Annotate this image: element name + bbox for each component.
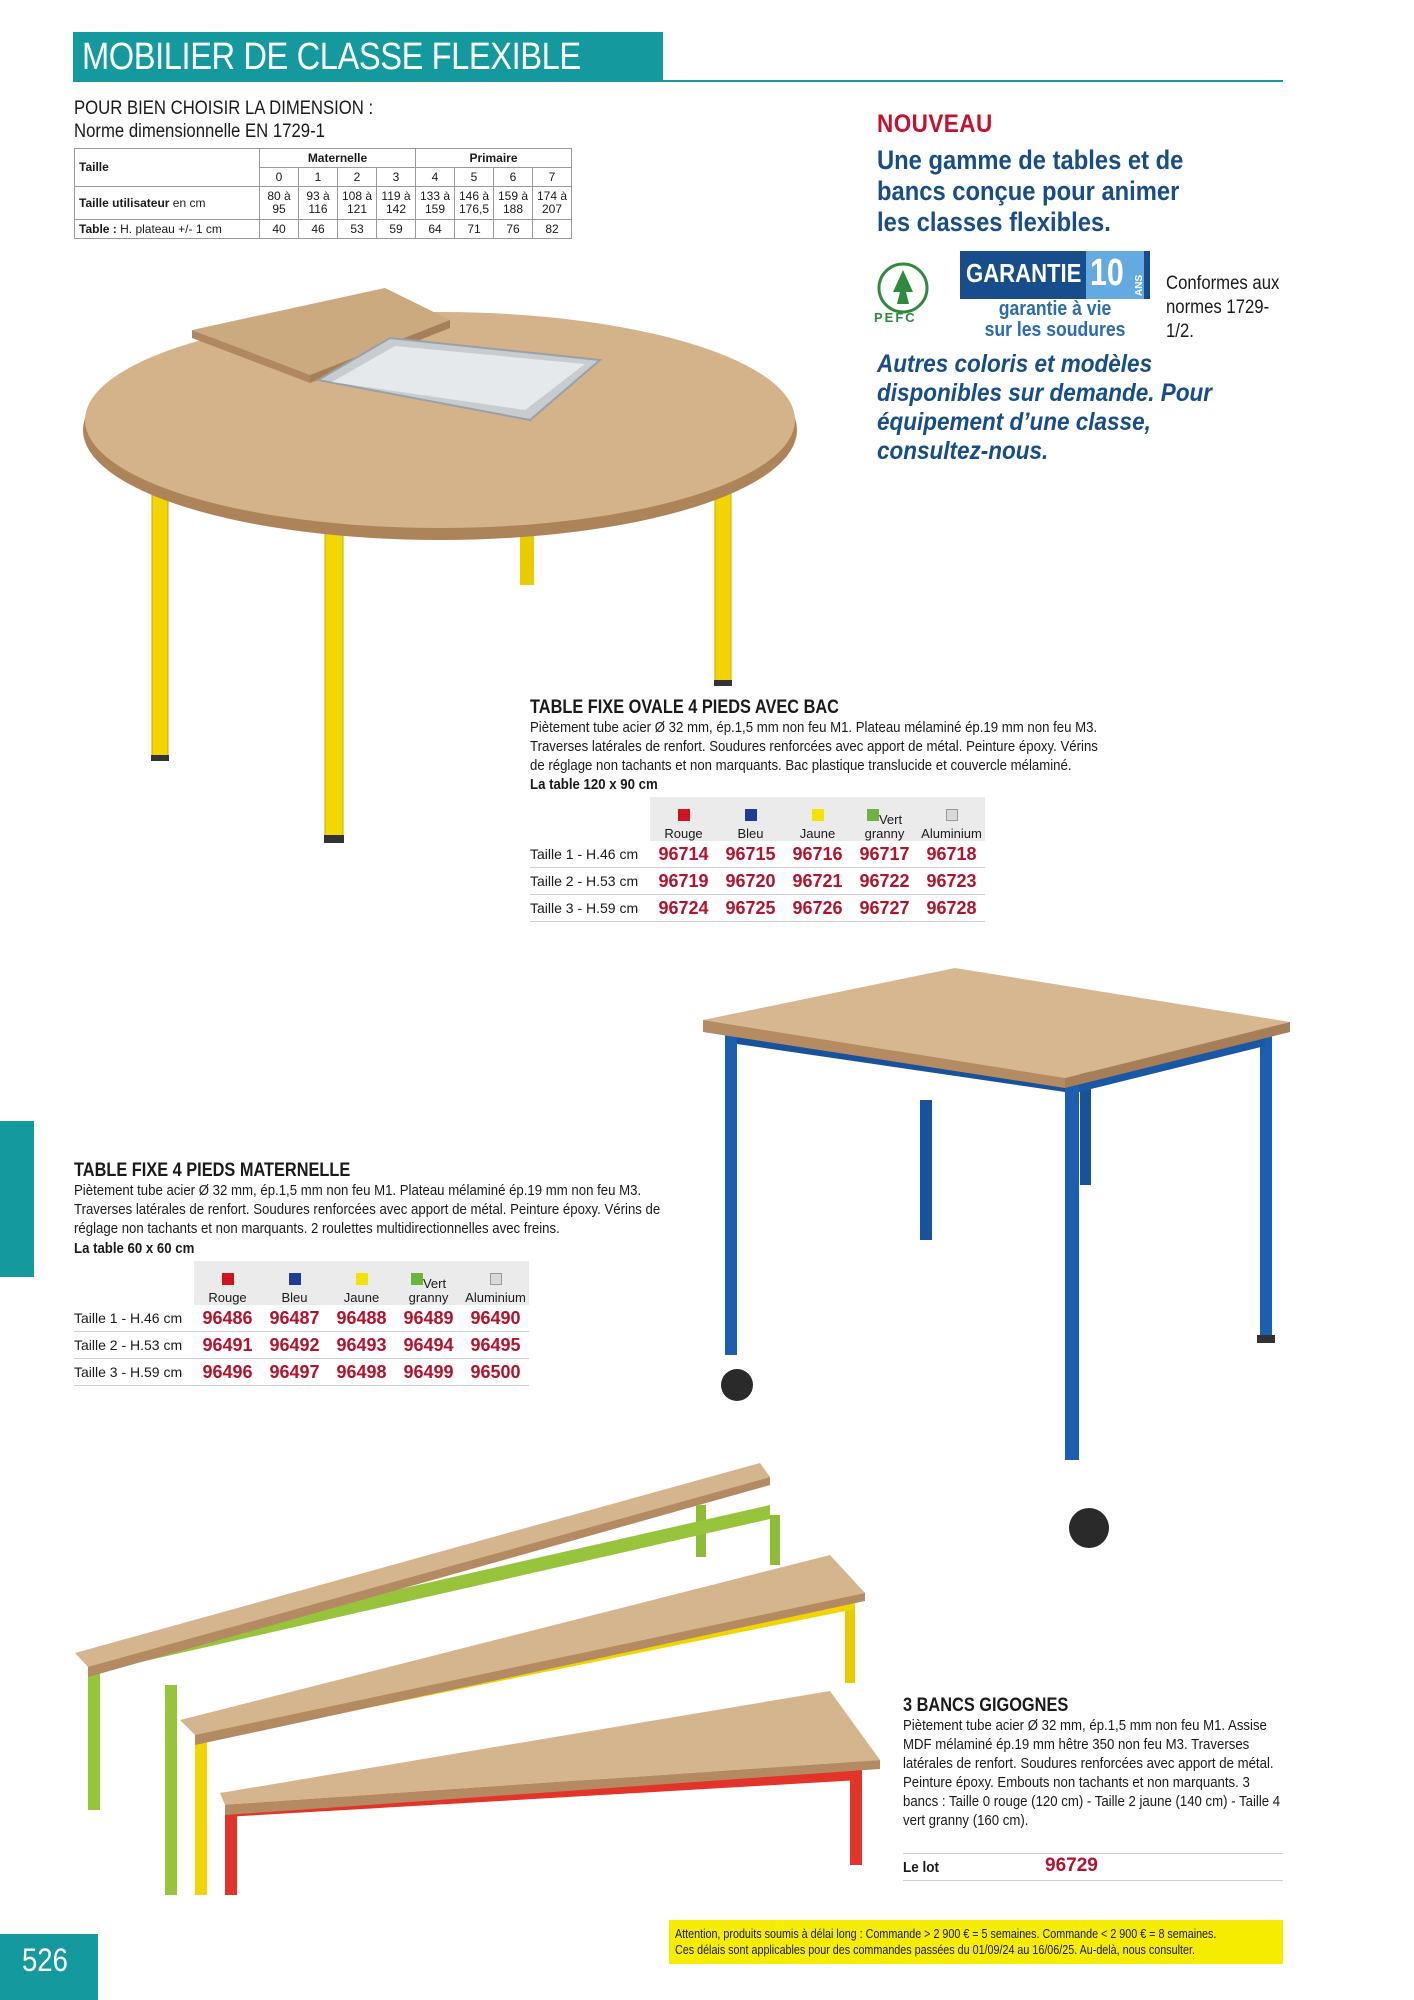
swatch-rouge bbox=[678, 809, 690, 821]
swatch-rouge bbox=[222, 1273, 234, 1285]
product1-subtitle: La table 120 x 90 cm bbox=[530, 776, 658, 793]
height-cell: 53 bbox=[338, 220, 377, 239]
swatch-vert bbox=[867, 809, 879, 821]
table-row bbox=[74, 1305, 529, 1332]
height-cell: 40 bbox=[260, 220, 299, 239]
height-cell: 59 bbox=[377, 220, 416, 239]
product-code: 96723 bbox=[918, 868, 985, 895]
size-label: Taille bbox=[75, 149, 260, 187]
lot-top-line bbox=[903, 1853, 1283, 1854]
color-header-vert bbox=[851, 797, 918, 841]
lot-label: Le lot bbox=[903, 1859, 939, 1876]
size-cell: 6 bbox=[494, 168, 533, 187]
product1-description: Piètement tube acier Ø 32 mm, ép.1,5 mm non feu M1. Plateau mélaminé ép.19 mm non feu M3. Traverses latérales de renfort. Soudures renforcées avec apport de métal. Peinture époxy. Vérins de réglage non tachants et non marquants. Bac plastique translucide et couvercle mélaminé. bbox=[530, 719, 1098, 774]
user-range-cell bbox=[299, 187, 338, 220]
color-label: Jaune bbox=[799, 826, 836, 841]
product-code: 96489 bbox=[395, 1305, 462, 1332]
user-range-cell bbox=[260, 187, 299, 220]
table-height-bold: Table : bbox=[79, 221, 117, 236]
lot-bottom-line bbox=[903, 1880, 1283, 1881]
oval-table-image bbox=[70, 280, 820, 870]
guarantee-line-1: garantie à vie bbox=[998, 298, 1112, 320]
other-options-note: Autres coloris et modèles disponibles sur demande. Pour équipement d’une classe, consultez-nous. bbox=[877, 350, 1213, 465]
product-code: 96486 bbox=[194, 1305, 261, 1332]
nouveau-label: NOUVEAU bbox=[877, 110, 993, 138]
product-code: 96716 bbox=[784, 841, 851, 868]
size-cell: 2 bbox=[338, 168, 377, 187]
product-code: 96495 bbox=[462, 1332, 529, 1359]
header-spacer bbox=[530, 797, 650, 841]
product-code: 96496 bbox=[194, 1359, 261, 1386]
product-code: 96727 bbox=[851, 895, 918, 922]
swatch-jaune bbox=[812, 809, 824, 821]
product3-description: Piètement tube acier Ø 32 mm, ép.1,5 mm non feu M1. Assise MDF mélaminé ép.19 mm hêtre 350 non feu M3. Traverses latérales de renfort. Soudures renforcées avec apport de métal. Peinture époxy. Embouts non tachants et non marquants. 3 bancs : Taille 0 rouge (120 cm) - Taille 2 jaune (140 cm) - Taille 4 vert granny (160 cm). bbox=[903, 1717, 1281, 1829]
size-cell: 4 bbox=[416, 168, 455, 187]
notice-line-1: Attention, produits soumis à délai long : Commande > 2 900 € = 5 semaines. Commande < 2 900 € = 8 semaines. bbox=[675, 1927, 1217, 1941]
row-label: Taille 1 - H.46 cm bbox=[530, 841, 650, 868]
product3-title: 3 BANCS GIGOGNES bbox=[903, 1695, 1069, 1716]
row-label: Taille 2 - H.53 cm bbox=[74, 1332, 194, 1359]
swatch-aluminium bbox=[490, 1273, 502, 1285]
height-cell: 64 bbox=[416, 220, 455, 239]
product-code: 96497 bbox=[261, 1359, 328, 1386]
user-range-cell bbox=[494, 187, 533, 220]
color-label: granny bbox=[408, 1290, 449, 1305]
color-header-rouge bbox=[194, 1261, 261, 1305]
lot-code: 96729 bbox=[1045, 1855, 1098, 1876]
product-code: 96499 bbox=[395, 1359, 462, 1386]
range-to: 176,5 bbox=[458, 202, 490, 216]
user-range-cell bbox=[338, 187, 377, 220]
size-cell: 3 bbox=[377, 168, 416, 187]
range-to: 159 bbox=[424, 202, 446, 216]
intro-line-1: POUR BIEN CHOISIR LA DIMENSION : bbox=[74, 98, 374, 119]
user-range-cell bbox=[377, 187, 416, 220]
color-label: Vert bbox=[878, 812, 903, 827]
color-label: Rouge bbox=[208, 1290, 247, 1305]
height-cell: 76 bbox=[494, 220, 533, 239]
product2-title: TABLE FIXE 4 PIEDS MATERNELLE bbox=[74, 1160, 351, 1181]
range-from: 174 à bbox=[536, 189, 568, 203]
color-header-jaune bbox=[784, 797, 851, 841]
product-code: 96728 bbox=[918, 895, 985, 922]
product-code: 96487 bbox=[261, 1305, 328, 1332]
product2-description: Piètement tube acier Ø 32 mm, ép.1,5 mm non feu M1. Plateau mélaminé ép.19 mm non feu M3. Traverses latérales de renfort. Soudures renforcées avec apport de métal. Peinture époxy. Vérins de réglage non tachants et non marquants. 2 roulettes multidirectionnelles avec freins. bbox=[74, 1182, 661, 1237]
product-code: 96498 bbox=[328, 1359, 395, 1386]
product-code: 96720 bbox=[717, 868, 784, 895]
height-cell: 71 bbox=[455, 220, 494, 239]
product-code: 96488 bbox=[328, 1305, 395, 1332]
user-size-label bbox=[75, 187, 260, 220]
guarantee-word: GARANTIE bbox=[966, 258, 1082, 288]
height-cell: 46 bbox=[299, 220, 338, 239]
color-header-aluminium bbox=[462, 1261, 529, 1305]
table-row bbox=[74, 1359, 529, 1386]
color-header-aluminium bbox=[918, 797, 985, 841]
swatch-bleu bbox=[745, 809, 757, 821]
swatch-bleu bbox=[289, 1273, 301, 1285]
color-label: Bleu bbox=[281, 1290, 308, 1305]
pefc-label: PEFC bbox=[874, 310, 917, 325]
table-row bbox=[530, 841, 985, 868]
color-label: Aluminium bbox=[921, 826, 982, 841]
table-height-label bbox=[75, 220, 260, 239]
user-range-cell bbox=[416, 187, 455, 220]
product-code: 96493 bbox=[328, 1332, 395, 1359]
guarantee-ans: ANS bbox=[1134, 274, 1145, 296]
range-from: 93 à bbox=[306, 189, 330, 203]
page-title: MOBILIER DE CLASSE FLEXIBLE bbox=[82, 36, 581, 78]
color-label: Jaune bbox=[343, 1290, 380, 1305]
range-to: 95 bbox=[272, 202, 286, 216]
color-label: Aluminium bbox=[465, 1290, 526, 1305]
product2-subtitle: La table 60 x 60 cm bbox=[74, 1240, 195, 1257]
range-to: 142 bbox=[385, 202, 407, 216]
range-tagline: Une gamme de tables et de bancs conçue pour animer les classes flexibles. bbox=[877, 145, 1184, 237]
side-tab bbox=[0, 1121, 34, 1277]
swatch-jaune bbox=[356, 1273, 368, 1285]
product-code: 96715 bbox=[717, 841, 784, 868]
color-label: Bleu bbox=[737, 826, 764, 841]
size-cell: 5 bbox=[455, 168, 494, 187]
swatch-vert bbox=[411, 1273, 423, 1285]
product-code: 96717 bbox=[851, 841, 918, 868]
group-maternelle: Maternelle bbox=[260, 149, 416, 168]
row-label: Taille 2 - H.53 cm bbox=[530, 868, 650, 895]
benches-image bbox=[70, 1455, 890, 1895]
color-header-jaune bbox=[328, 1261, 395, 1305]
product1-title: TABLE FIXE OVALE 4 PIEDS AVEC BAC bbox=[530, 697, 839, 718]
range-from: 146 à bbox=[458, 189, 490, 203]
lead-time-notice-text bbox=[675, 1926, 1277, 1958]
user-size-bold: Taille utilisateur bbox=[79, 195, 170, 210]
range-to: 188 bbox=[502, 202, 524, 216]
size-cell: 0 bbox=[260, 168, 299, 187]
row-label: Taille 1 - H.46 cm bbox=[74, 1305, 194, 1332]
intro-line-2: Norme dimensionnelle EN 1729-1 bbox=[74, 121, 325, 142]
guarantee-line-2: sur les soudures bbox=[984, 319, 1126, 341]
table-height-unit: H. plateau +/- 1 cm bbox=[116, 221, 222, 236]
product-code: 96724 bbox=[650, 895, 717, 922]
range-to: 121 bbox=[346, 202, 368, 216]
product-code: 96490 bbox=[462, 1305, 529, 1332]
product-code: 96491 bbox=[194, 1332, 261, 1359]
user-size-unit: en cm bbox=[169, 195, 206, 210]
product-code: 96722 bbox=[851, 868, 918, 895]
product-code: 96500 bbox=[462, 1359, 529, 1386]
size-cell: 7 bbox=[533, 168, 572, 187]
header-spacer bbox=[74, 1261, 194, 1305]
product-code: 96719 bbox=[650, 868, 717, 895]
product-code: 96718 bbox=[918, 841, 985, 868]
notice-line-2: Ces délais sont applicables pour des commandes passées du 01/09/24 au 16/06/25. Au-delà, nous consulter. bbox=[675, 1943, 1195, 1957]
size-table bbox=[74, 148, 572, 239]
height-cell: 82 bbox=[533, 220, 572, 239]
range-from: 119 à bbox=[381, 189, 411, 203]
range-from: 159 à bbox=[497, 189, 529, 203]
range-from: 80 à bbox=[267, 189, 291, 203]
norms-compliance: Conformes aux normes 1729-1/2. bbox=[1166, 273, 1280, 342]
product-code: 96714 bbox=[650, 841, 717, 868]
color-label: granny bbox=[864, 826, 905, 841]
guarantee-subtitle bbox=[971, 299, 1138, 341]
product-code: 96721 bbox=[784, 868, 851, 895]
product-code: 96492 bbox=[261, 1332, 328, 1359]
range-to: 116 bbox=[308, 202, 328, 216]
size-cell: 1 bbox=[299, 168, 338, 187]
table-row bbox=[530, 868, 985, 895]
swatch-aluminium bbox=[946, 809, 958, 821]
row-label: Taille 3 - H.59 cm bbox=[74, 1359, 194, 1386]
color-header-rouge bbox=[650, 797, 717, 841]
product1-price-table bbox=[530, 797, 985, 922]
range-to: 207 bbox=[541, 202, 563, 216]
table-row bbox=[530, 895, 985, 922]
page-number: 526 bbox=[22, 1942, 68, 1978]
color-header-bleu bbox=[261, 1261, 328, 1305]
user-range-cell bbox=[533, 187, 572, 220]
product-code: 96494 bbox=[395, 1332, 462, 1359]
range-from: 133 à bbox=[419, 189, 451, 203]
color-label: Vert bbox=[422, 1276, 447, 1291]
color-header-vert bbox=[395, 1261, 462, 1305]
product2-price-table bbox=[74, 1261, 529, 1386]
guarantee-years: 10 bbox=[1090, 252, 1124, 294]
range-from: 108 à bbox=[341, 189, 373, 203]
user-range-cell bbox=[455, 187, 494, 220]
title-underline bbox=[663, 80, 1283, 82]
table-row bbox=[74, 1332, 529, 1359]
color-header-bleu bbox=[717, 797, 784, 841]
product-code: 96725 bbox=[717, 895, 784, 922]
color-label: Rouge bbox=[664, 826, 703, 841]
group-primaire: Primaire bbox=[416, 149, 572, 168]
row-label: Taille 3 - H.59 cm bbox=[530, 895, 650, 922]
product-code: 96726 bbox=[784, 895, 851, 922]
